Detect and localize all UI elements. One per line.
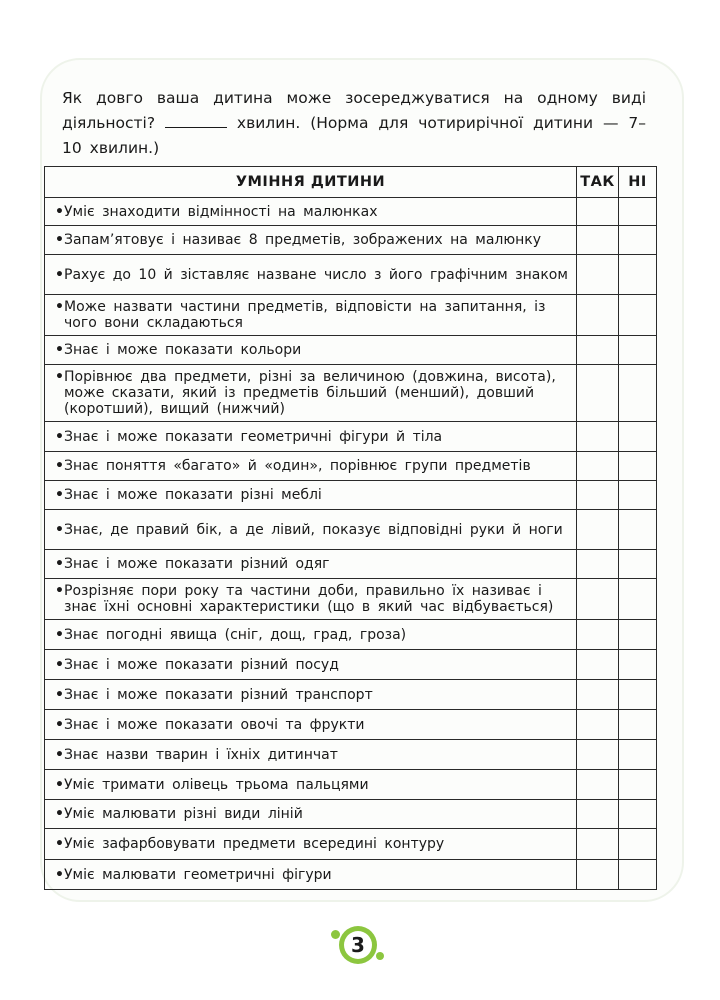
yes-checkbox-cell[interactable] [577, 650, 619, 680]
skill-cell [45, 710, 577, 740]
skill-cell [45, 452, 577, 481]
no-checkbox-cell[interactable] [619, 579, 657, 620]
yes-checkbox-cell[interactable] [577, 800, 619, 829]
skill-cell [45, 365, 577, 422]
table-row [45, 710, 657, 740]
no-checkbox-cell[interactable] [619, 510, 657, 550]
table-row [45, 770, 657, 800]
bullet-icon: • [55, 656, 64, 673]
no-checkbox-cell[interactable] [619, 710, 657, 740]
bullet-icon: • [55, 583, 64, 599]
decor-dot [376, 952, 384, 960]
yes-checkbox-cell[interactable] [577, 295, 619, 336]
bullet-icon: • [55, 716, 64, 733]
bullet-icon: • [55, 746, 64, 763]
skill-cell [45, 295, 577, 336]
yes-checkbox-cell[interactable] [577, 860, 619, 890]
bullet-icon: • [55, 521, 64, 538]
skill-cell [45, 829, 577, 860]
skill-text: Порівнює два предмети, різні за величиною (довжина, висота), може сказати, який із предметів більший (менший), довший (коротший), вищий (нижчий) [64, 369, 556, 417]
no-checkbox-cell[interactable] [619, 198, 657, 226]
skill-text: Знає поняття «багато» й «один», порівнює групи предметів [64, 458, 531, 474]
yes-checkbox-cell[interactable] [577, 198, 619, 226]
table-row [45, 255, 657, 295]
no-checkbox-cell[interactable] [619, 226, 657, 255]
table-header-row [45, 167, 657, 198]
skill-cell [45, 226, 577, 255]
no-checkbox-cell[interactable] [619, 800, 657, 829]
no-checkbox-cell[interactable] [619, 336, 657, 365]
header-yes: ТАК [577, 167, 619, 198]
bullet-icon: • [55, 266, 64, 283]
skill-text: Може назвати частини предметів, відповісти на запитання, із чого вони складаються [64, 299, 546, 331]
table-row [45, 550, 657, 579]
no-checkbox-cell[interactable] [619, 365, 657, 422]
bullet-icon: • [55, 487, 64, 503]
skill-text: Знає і може показати різний одяг [64, 556, 330, 572]
bullet-icon: • [55, 836, 64, 852]
decor-dot [331, 930, 340, 939]
page-number-circle [339, 926, 377, 964]
table-row [45, 336, 657, 365]
page-number-badge [331, 922, 385, 968]
no-checkbox-cell[interactable] [619, 620, 657, 650]
yes-checkbox-cell[interactable] [577, 740, 619, 770]
skill-cell [45, 336, 577, 365]
yes-checkbox-cell[interactable] [577, 452, 619, 481]
skill-text: Знає і може показати різний транспорт [64, 686, 373, 703]
skill-text: Розрізняє пори року та частини доби, правильно їх називає і знає їхні основні характеристики (що в який час відбувається) [64, 583, 554, 615]
yes-checkbox-cell[interactable] [577, 710, 619, 740]
skill-cell [45, 550, 577, 579]
table-row [45, 452, 657, 481]
answer-blank[interactable] [165, 113, 227, 128]
yes-checkbox-cell[interactable] [577, 336, 619, 365]
skill-cell [45, 198, 577, 226]
table-row [45, 198, 657, 226]
skill-text: Знає погодні явища (сніг, дощ, град, гроза) [64, 626, 407, 643]
skill-cell [45, 770, 577, 800]
table-row [45, 226, 657, 255]
skill-text: Уміє малювати різні види ліній [64, 806, 303, 822]
no-checkbox-cell[interactable] [619, 829, 657, 860]
no-checkbox-cell[interactable] [619, 860, 657, 890]
bullet-icon: • [55, 806, 64, 822]
bullet-icon: • [55, 556, 64, 572]
bullet-icon: • [55, 776, 64, 793]
skill-text: Уміє зафарбовувати предмети всередині контуру [64, 836, 445, 852]
skill-cell [45, 255, 577, 295]
skill-text: Знає і може показати різні меблі [64, 487, 322, 503]
bullet-icon: • [55, 342, 64, 358]
yes-checkbox-cell[interactable] [577, 620, 619, 650]
skill-cell [45, 680, 577, 710]
table-row [45, 295, 657, 336]
page-number: 3 [344, 931, 372, 959]
header-skill: УМІННЯ ДИТИНИ [45, 167, 577, 198]
table-row [45, 650, 657, 680]
skill-text: Уміє малювати геометричні фігури [64, 866, 332, 883]
skills-table [44, 166, 657, 890]
skill-text: Знає, де правий бік, а де лівий, показує відповідні руки й ноги [64, 521, 563, 538]
skill-cell [45, 740, 577, 770]
skill-text: Знає і може показати овочі та фрукти [64, 716, 365, 733]
skill-cell [45, 579, 577, 620]
yes-checkbox-cell[interactable] [577, 510, 619, 550]
no-checkbox-cell[interactable] [619, 680, 657, 710]
no-checkbox-cell[interactable] [619, 481, 657, 510]
skill-cell [45, 650, 577, 680]
yes-checkbox-cell[interactable] [577, 365, 619, 422]
no-checkbox-cell[interactable] [619, 650, 657, 680]
table-row [45, 620, 657, 650]
skill-text: Уміє знаходити відмінності на малюнках [64, 203, 378, 220]
skill-cell [45, 481, 577, 510]
yes-checkbox-cell[interactable] [577, 481, 619, 510]
intro-norm-text: хвилин. (Норма для чотирирічної дитини — 7–10 хвилин.) [62, 114, 646, 157]
bullet-icon: • [55, 369, 64, 385]
bullet-icon: • [55, 626, 64, 643]
table-row [45, 579, 657, 620]
bullet-icon: • [55, 686, 64, 703]
yes-checkbox-cell[interactable] [577, 680, 619, 710]
no-checkbox-cell[interactable] [619, 452, 657, 481]
bullet-icon: • [55, 232, 64, 248]
table-row [45, 800, 657, 829]
no-checkbox-cell[interactable] [619, 550, 657, 579]
skill-text: Знає і може показати кольори [64, 342, 302, 358]
table-row [45, 422, 657, 452]
yes-checkbox-cell[interactable] [577, 550, 619, 579]
skill-text: Знає назви тварин і їхніх дитинчат [64, 746, 338, 763]
skill-text: Уміє тримати олівець трьома пальцями [64, 776, 369, 793]
skill-text: Рахує до 10 й зіставляє назване число з його графічним знаком [64, 266, 568, 283]
bullet-icon: • [55, 203, 64, 220]
table-row [45, 829, 657, 860]
skill-text: Знає і може показати різний посуд [64, 656, 339, 673]
yes-checkbox-cell[interactable] [577, 770, 619, 800]
table-row [45, 510, 657, 550]
table-row [45, 860, 657, 890]
yes-checkbox-cell[interactable] [577, 579, 619, 620]
skill-cell [45, 422, 577, 452]
table-row [45, 680, 657, 710]
bullet-icon: • [55, 458, 64, 474]
no-checkbox-cell[interactable] [619, 770, 657, 800]
skill-cell [45, 800, 577, 829]
yes-checkbox-cell[interactable] [577, 226, 619, 255]
no-checkbox-cell[interactable] [619, 422, 657, 452]
no-checkbox-cell[interactable] [619, 740, 657, 770]
skill-cell [45, 510, 577, 550]
intro-question [62, 86, 646, 161]
bullet-icon: • [55, 428, 64, 445]
skill-cell [45, 860, 577, 890]
table-row [45, 481, 657, 510]
bullet-icon: • [55, 299, 64, 315]
skill-text: Запам’ятовує і називає 8 предметів, зображених на малюнку [64, 232, 542, 248]
yes-checkbox-cell[interactable] [577, 829, 619, 860]
table-row [45, 365, 657, 422]
no-checkbox-cell[interactable] [619, 295, 657, 336]
header-no: НІ [619, 167, 657, 198]
skill-text: Знає і може показати геометричні фігури й тіла [64, 428, 443, 445]
no-checkbox-cell[interactable] [619, 255, 657, 295]
yes-checkbox-cell[interactable] [577, 422, 619, 452]
bullet-icon: • [55, 866, 64, 883]
yes-checkbox-cell[interactable] [577, 255, 619, 295]
table-row [45, 740, 657, 770]
intro-question-text: Як довго ваша дитина може зосереджуватися на одному виді діяльності? [62, 89, 646, 132]
skill-cell [45, 620, 577, 650]
